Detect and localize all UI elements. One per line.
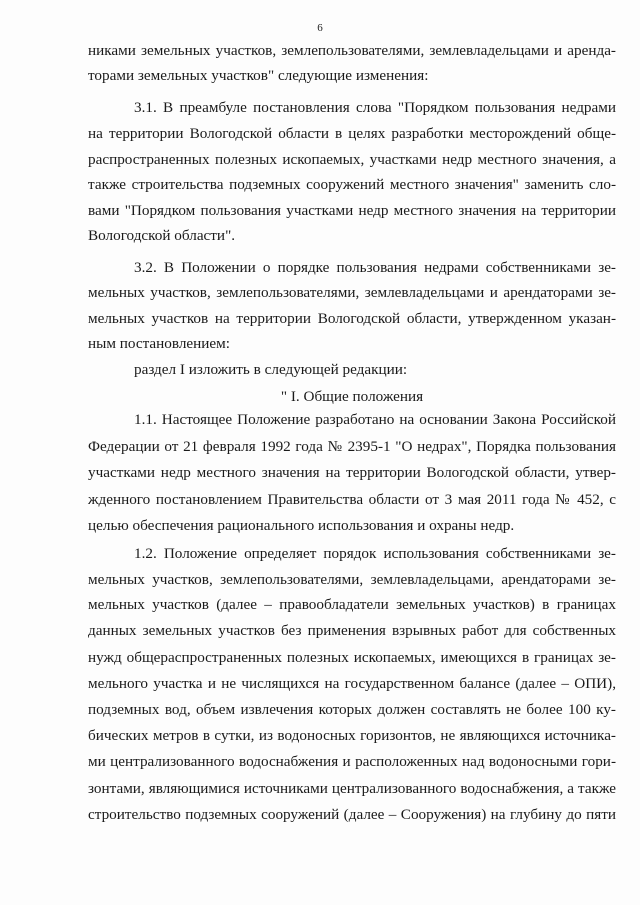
text-line: 3.1. В преамбуле постановления слова "Порядком пользования недрами [134, 99, 616, 116]
text-line: строительство подземных сооружений (далее – Сооружения) на глубину до пяти [88, 806, 616, 823]
text-line: мельного участка и не числящихся на государственном балансе (далее – ОПИ), [88, 675, 616, 692]
text-line: на территории Вологодской области в целях разработки месторождений обще- [88, 125, 616, 142]
text-line: нужд общераспространенных полезных ископаемых, имеющихся в границах зе- [88, 649, 616, 666]
page-number: 6 [317, 22, 323, 34]
text-line: вами "Порядком пользования участками недр местного значения на территории [88, 202, 616, 219]
text-line: ным постановлением: [88, 335, 230, 352]
text-line: бических метров в сутки, из водоносных горизонтов, не являющихся источника- [88, 727, 616, 744]
text-line: данных земельных участков без применения взрывных работ для собственных [88, 622, 616, 639]
text-line: торами земельных участков" следующие изменения: [88, 67, 429, 84]
text-line: участками недр местного значения на территории Вологодской области, утвер- [88, 464, 616, 481]
text-line: целью обеспечения рационального использования и охраны недр. [88, 517, 515, 534]
text-line: мельных участков (далее – правообладатели земельных участков) в границах [88, 596, 616, 613]
text-line: также строительства подземных сооружений местного значения" заменить сло- [88, 176, 616, 193]
text-line: жденного постановлением Правительства области от 3 мая 2011 года № 452, с [88, 491, 616, 508]
text-line: никами земельных участков, землепользователями, землевладельцами и аренда- [88, 42, 616, 59]
text-line: 1.2. Положение определяет порядок использования собственниками зе- [134, 545, 616, 562]
text-line: 3.2. В Положении о порядке пользования недрами собственниками зе- [134, 259, 616, 276]
text-line: ми централизованного водоснабжения и расположенных над водоносными гори- [88, 753, 616, 770]
text-line: мельных участков на территории Вологодской области, утвержденном указан- [88, 310, 616, 327]
text-line: зонтами, являющимися источниками централизованного водоснабжения, а также [88, 780, 616, 797]
text-line: 1.1. Настоящее Положение разработано на основании Закона Российской [134, 411, 616, 428]
section-heading: " I. Общие положения [280, 388, 424, 405]
text-line: мельных участков, землепользователями, землевладельцами и арендаторами зе- [88, 284, 616, 301]
text-line: подземных вод, объем извлечения которых должен составлять не более 100 ку- [88, 701, 616, 718]
text-line: распространенных полезных ископаемых, участками недр местного значения, а [88, 151, 616, 168]
text-line: Вологодской области". [88, 227, 236, 244]
text-line: раздел I изложить в следующей редакции: [134, 361, 408, 378]
text-line: Федерации от 21 февраля 1992 года № 2395-1 "О недрах", Порядка пользования [88, 438, 616, 455]
text-line: мельных участков, землепользователями, землевладельцами, арендаторами зе- [88, 571, 616, 588]
